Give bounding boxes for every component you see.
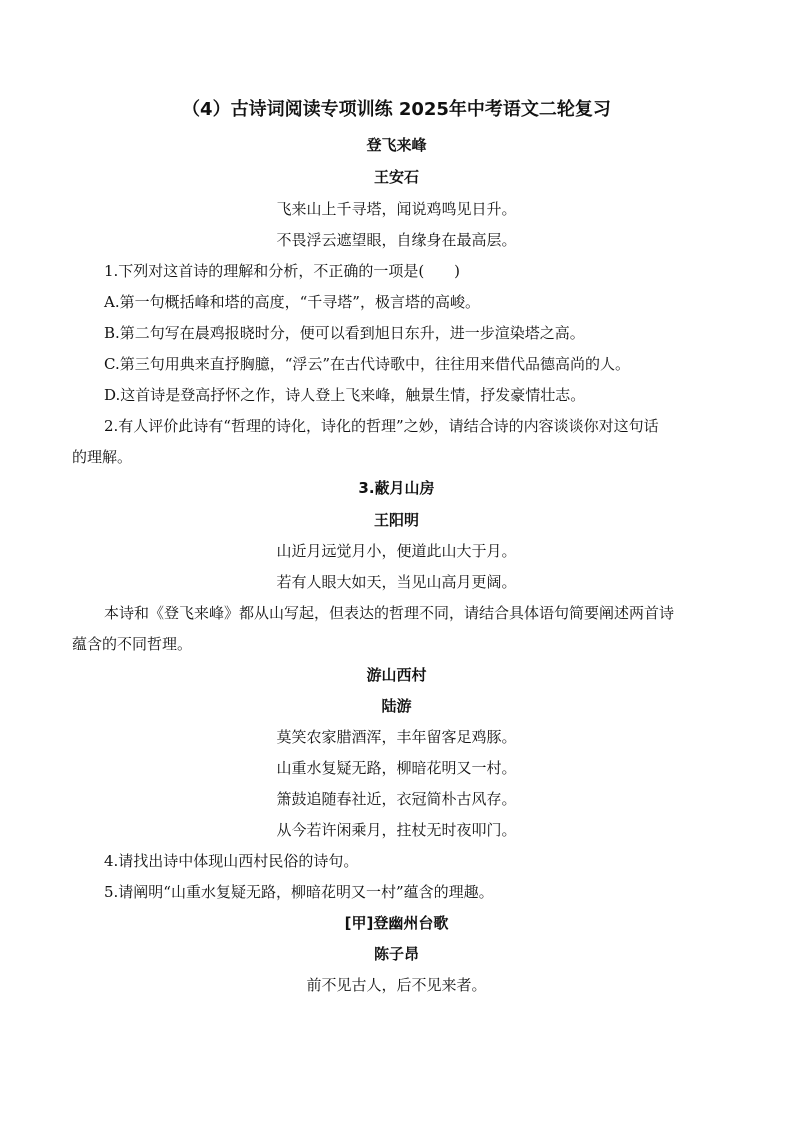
poem-3-title: 游山西村	[366, 666, 427, 684]
poem-1-line-1: 飞来山上千寻塔，闻说鸡鸣见日升。	[276, 200, 517, 218]
question-5: 5.请阐明“山重水复疑无路，柳暗花明又一村”蕴含的理趣。	[104, 883, 494, 901]
question-2-line-2: 的理解。	[72, 448, 133, 466]
poem-1-title: 登飞来峰	[366, 136, 427, 154]
question-2-line-1: 2.有人评价此诗有“哲理的诗化，诗化的哲理”之妙，请结合诗的内容谈谈你对这句话	[104, 417, 659, 435]
poem-1-line-2: 不畏浮云遮望眼，自缘身在最高层。	[276, 231, 517, 249]
poem-2-author: 王阳明	[373, 511, 419, 529]
poem-3-line-4: 从今若许闲乘月，拄杖无时夜叩门。	[276, 821, 517, 839]
question-1-stem: 1.下列对这首诗的理解和分析，不正确的一项是( )	[104, 262, 461, 280]
poem-4-title: [甲]登幽州台歌	[344, 914, 449, 932]
poem-3-author: 陆游	[381, 697, 412, 715]
question-3-line-2: 蕴含的不同哲理。	[72, 635, 193, 653]
question-1-option-d: D.这首诗是登高抒怀之作，诗人登上飞来峰，触景生情，抒发豪情壮志。	[104, 386, 586, 404]
poem-1-author: 王安石	[373, 168, 419, 186]
poem-4-line-1: 前不见古人，后不见来者。	[306, 976, 487, 994]
poem-3-line-3: 箫鼓追随春社近，衣冠简朴古风存。	[276, 790, 517, 808]
question-4: 4.请找出诗中体现山西村民俗的诗句。	[104, 852, 359, 870]
poem-2-line-1: 山近月远觉月小，便道此山大于月。	[276, 542, 517, 560]
question-1-option-b: B.第二句写在晨鸡报晓时分，便可以看到旭日东升，进一步渲染塔之高。	[104, 324, 585, 342]
poem-4-author: 陈子昂	[373, 945, 419, 963]
question-3-line-1: 本诗和《登飞来峰》都从山写起，但表达的哲理不同，请结合具体语句简要阐述两首诗	[104, 604, 675, 622]
question-1-option-c: C.第三句用典来直抒胸臆，“浮云”在古代诗歌中，往往用来借代品德高尚的人。	[104, 355, 631, 373]
question-1-option-a: A.第一句概括峰和塔的高度，“千寻塔”，极言塔的高峻。	[104, 293, 480, 311]
poem-2-line-2: 若有人眼大如天，当见山高月更阔。	[276, 573, 517, 591]
poem-3-line-2: 山重水复疑无路，柳暗花明又一村。	[276, 759, 517, 777]
poem-3-line-1: 莫笑农家腊酒浑，丰年留客足鸡豚。	[276, 728, 517, 746]
poem-2-title: 3.蔽月山房	[358, 479, 435, 497]
document-title: （4）古诗词阅读专项训练 2025年中考语文二轮复习	[182, 99, 611, 120]
